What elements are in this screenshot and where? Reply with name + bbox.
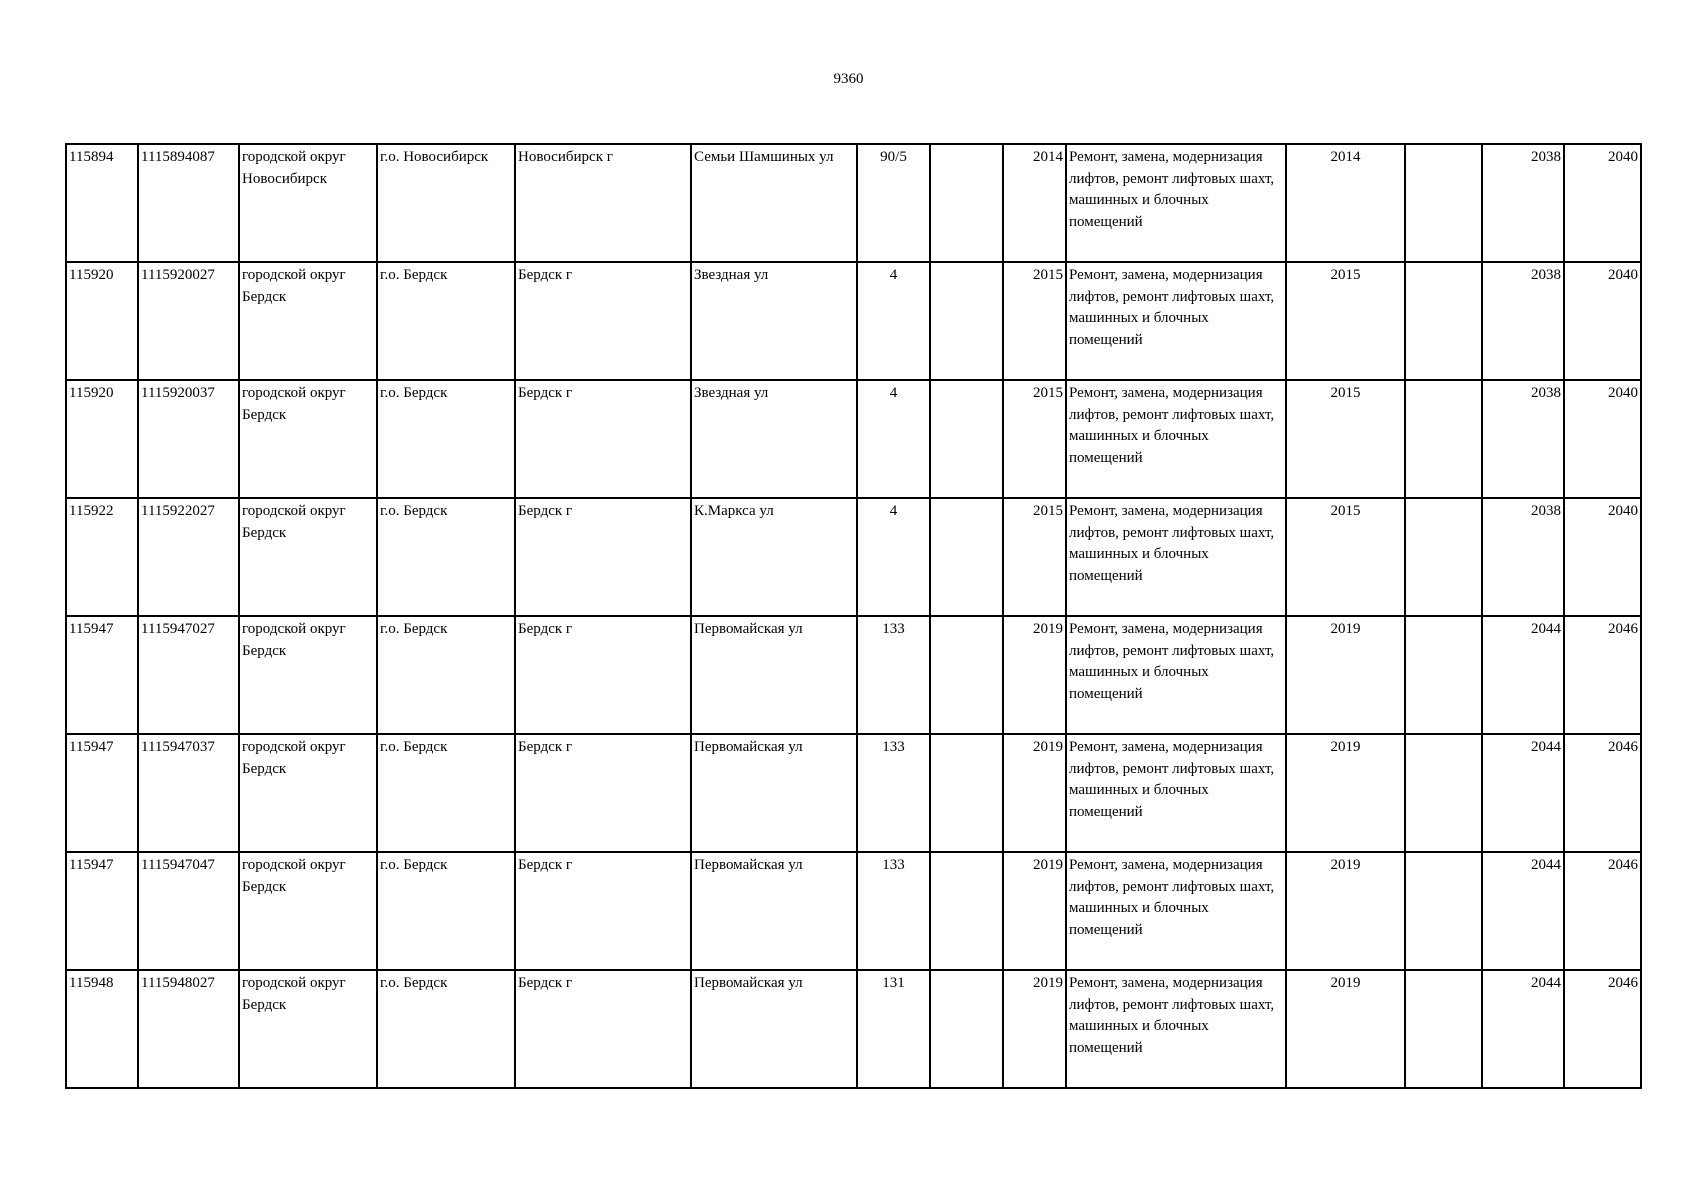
- cell-id: 115948: [66, 970, 138, 1088]
- cell-extra: [1405, 498, 1482, 616]
- cell-extra: [1405, 144, 1482, 262]
- cell-year-commissioned: 2014: [1286, 144, 1405, 262]
- cell-locality: Новосибирск г: [515, 144, 691, 262]
- cell-code: 1115947047: [138, 852, 239, 970]
- cell-work-type: Ремонт, замена, модернизация лифтов, ремонт лифтовых шахт, машинных и блочных помещений: [1066, 852, 1286, 970]
- cell-building: [930, 380, 1003, 498]
- cell-house: 4: [857, 380, 930, 498]
- cell-period-to: 2046: [1564, 970, 1641, 1088]
- cell-locality: Бердск г: [515, 616, 691, 734]
- cell-street: Первомайская ул: [691, 734, 857, 852]
- cell-extra: [1405, 616, 1482, 734]
- cell-work-type: Ремонт, замена, модернизация лифтов, ремонт лифтовых шахт, машинных и блочных помещений: [1066, 498, 1286, 616]
- cell-period-to: 2046: [1564, 852, 1641, 970]
- cell-building: [930, 616, 1003, 734]
- cell-period-from: 2044: [1482, 970, 1564, 1088]
- cell-locality: Бердск г: [515, 852, 691, 970]
- cell-year-built: 2019: [1003, 852, 1066, 970]
- cell-year-commissioned: 2019: [1286, 616, 1405, 734]
- cell-work-type: Ремонт, замена, модернизация лифтов, ремонт лифтовых шахт, машинных и блочных помещений: [1066, 616, 1286, 734]
- cell-code: 1115894087: [138, 144, 239, 262]
- table-row: [66, 616, 1641, 734]
- cell-building: [930, 970, 1003, 1088]
- cell-house: 133: [857, 852, 930, 970]
- cell-street: К.Маркса ул: [691, 498, 857, 616]
- cell-extra: [1405, 970, 1482, 1088]
- table-row: [66, 498, 1641, 616]
- table-row: [66, 262, 1641, 380]
- cell-id: 115922: [66, 498, 138, 616]
- table-row: [66, 970, 1641, 1088]
- cell-municipality: г.о. Бердск: [377, 498, 515, 616]
- table-row: [66, 144, 1641, 262]
- cell-year-commissioned: 2019: [1286, 852, 1405, 970]
- cell-locality: Бердск г: [515, 734, 691, 852]
- cell-work-type: Ремонт, замена, модернизация лифтов, ремонт лифтовых шахт, машинных и блочных помещений: [1066, 262, 1286, 380]
- cell-municipality: г.о. Бердск: [377, 616, 515, 734]
- table-row: [66, 380, 1641, 498]
- cell-year-commissioned: 2015: [1286, 262, 1405, 380]
- cell-extra: [1405, 380, 1482, 498]
- cell-street: Звездная ул: [691, 380, 857, 498]
- cell-house: 131: [857, 970, 930, 1088]
- cell-work-type: Ремонт, замена, модернизация лифтов, ремонт лифтовых шахт, машинных и блочных помещений: [1066, 734, 1286, 852]
- cell-code: 1115920027: [138, 262, 239, 380]
- cell-id: 115894: [66, 144, 138, 262]
- cell-building: [930, 734, 1003, 852]
- cell-house: 4: [857, 498, 930, 616]
- cell-extra: [1405, 262, 1482, 380]
- cell-municipality: г.о. Бердск: [377, 262, 515, 380]
- cell-period-to: 2046: [1564, 616, 1641, 734]
- cell-period-from: 2044: [1482, 616, 1564, 734]
- cell-period-from: 2044: [1482, 734, 1564, 852]
- cell-district: городской округ Новосибирск: [239, 144, 377, 262]
- cell-code: 1115920037: [138, 380, 239, 498]
- cell-period-from: 2038: [1482, 498, 1564, 616]
- cell-district: городской округ Бердск: [239, 970, 377, 1088]
- registry-table: [65, 143, 1642, 1089]
- cell-id: 115947: [66, 616, 138, 734]
- cell-id: 115920: [66, 262, 138, 380]
- cell-street: Звездная ул: [691, 262, 857, 380]
- cell-year-built: 2019: [1003, 616, 1066, 734]
- cell-extra: [1405, 734, 1482, 852]
- cell-house: 133: [857, 734, 930, 852]
- cell-year-built: 2015: [1003, 262, 1066, 380]
- cell-year-commissioned: 2015: [1286, 380, 1405, 498]
- cell-period-to: 2040: [1564, 262, 1641, 380]
- cell-municipality: г.о. Новосибирск: [377, 144, 515, 262]
- cell-extra: [1405, 852, 1482, 970]
- cell-work-type: Ремонт, замена, модернизация лифтов, ремонт лифтовых шахт, машинных и блочных помещений: [1066, 144, 1286, 262]
- cell-period-to: 2040: [1564, 498, 1641, 616]
- cell-street: Семьи Шамшиных ул: [691, 144, 857, 262]
- cell-code: 1115948027: [138, 970, 239, 1088]
- cell-period-from: 2038: [1482, 380, 1564, 498]
- cell-district: городской округ Бердск: [239, 852, 377, 970]
- cell-house: 4: [857, 262, 930, 380]
- cell-house: 133: [857, 616, 930, 734]
- cell-work-type: Ремонт, замена, модернизация лифтов, ремонт лифтовых шахт, машинных и блочных помещений: [1066, 380, 1286, 498]
- cell-building: [930, 852, 1003, 970]
- cell-locality: Бердск г: [515, 970, 691, 1088]
- cell-id: 115920: [66, 380, 138, 498]
- cell-municipality: г.о. Бердск: [377, 380, 515, 498]
- cell-house: 90/5: [857, 144, 930, 262]
- cell-period-to: 2040: [1564, 144, 1641, 262]
- cell-locality: Бердск г: [515, 262, 691, 380]
- cell-building: [930, 498, 1003, 616]
- cell-district: городской округ Бердск: [239, 616, 377, 734]
- cell-municipality: г.о. Бердск: [377, 734, 515, 852]
- cell-locality: Бердск г: [515, 498, 691, 616]
- cell-period-from: 2038: [1482, 262, 1564, 380]
- cell-street: Первомайская ул: [691, 852, 857, 970]
- cell-year-built: 2014: [1003, 144, 1066, 262]
- cell-municipality: г.о. Бердск: [377, 852, 515, 970]
- cell-district: городской округ Бердск: [239, 498, 377, 616]
- table-row: [66, 852, 1641, 970]
- cell-street: Первомайская ул: [691, 616, 857, 734]
- cell-period-to: 2046: [1564, 734, 1641, 852]
- cell-year-commissioned: 2019: [1286, 734, 1405, 852]
- cell-period-from: 2044: [1482, 852, 1564, 970]
- cell-district: городской округ Бердск: [239, 380, 377, 498]
- cell-building: [930, 262, 1003, 380]
- cell-municipality: г.о. Бердск: [377, 970, 515, 1088]
- cell-year-commissioned: 2015: [1286, 498, 1405, 616]
- cell-id: 115947: [66, 852, 138, 970]
- page-number: 9360: [833, 71, 864, 87]
- cell-district: городской округ Бердск: [239, 734, 377, 852]
- table-body: [66, 144, 1641, 1088]
- cell-year-built: 2019: [1003, 734, 1066, 852]
- cell-code: 1115947037: [138, 734, 239, 852]
- cell-year-commissioned: 2019: [1286, 970, 1405, 1088]
- cell-district: городской округ Бердск: [239, 262, 377, 380]
- cell-year-built: 2015: [1003, 380, 1066, 498]
- cell-code: 1115922027: [138, 498, 239, 616]
- table-row: [66, 734, 1641, 852]
- cell-year-built: 2019: [1003, 970, 1066, 1088]
- cell-work-type: Ремонт, замена, модернизация лифтов, ремонт лифтовых шахт, машинных и блочных помещений: [1066, 970, 1286, 1088]
- cell-street: Первомайская ул: [691, 970, 857, 1088]
- cell-id: 115947: [66, 734, 138, 852]
- cell-building: [930, 144, 1003, 262]
- cell-period-to: 2040: [1564, 380, 1641, 498]
- cell-locality: Бердск г: [515, 380, 691, 498]
- cell-period-from: 2038: [1482, 144, 1564, 262]
- cell-code: 1115947027: [138, 616, 239, 734]
- cell-year-built: 2015: [1003, 498, 1066, 616]
